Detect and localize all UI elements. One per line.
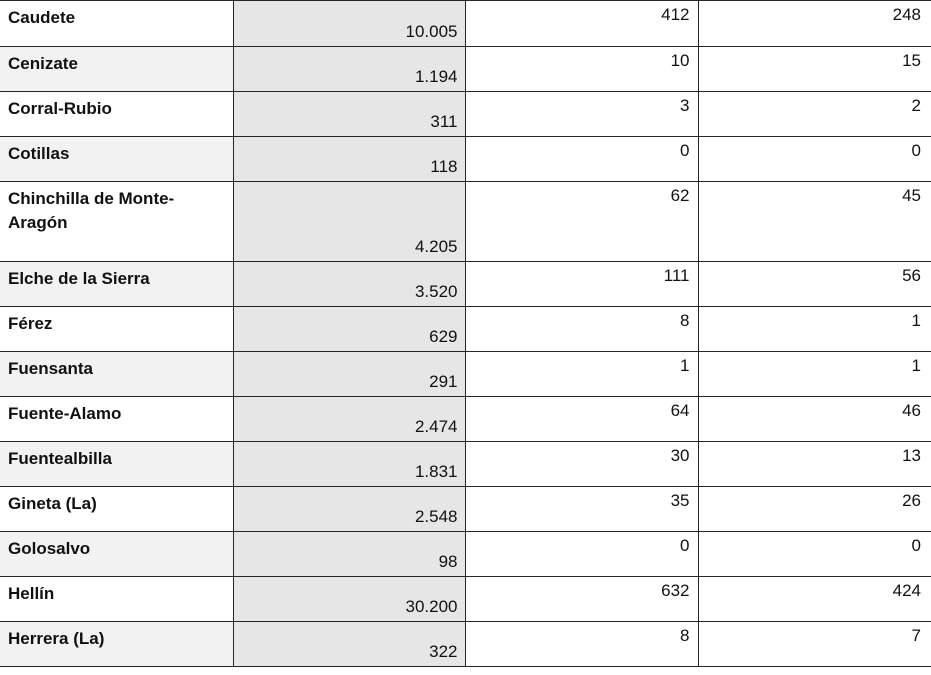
municipality-name-line2: Aragón <box>8 213 68 232</box>
population-cell: 291 <box>233 352 465 397</box>
value-cell-3: 30 <box>465 442 698 487</box>
municipality-name: Elche de la Sierra <box>0 262 233 307</box>
municipality-name: Corral-Rubio <box>0 92 233 137</box>
population-cell: 118 <box>233 137 465 182</box>
population-cell: 2.474 <box>233 397 465 442</box>
value-cell-4: 0 <box>698 532 931 577</box>
value-cell-3: 0 <box>465 137 698 182</box>
value-cell-4: 1 <box>698 307 931 352</box>
municipality-name-line1: Chinchilla de Monte- <box>8 189 175 208</box>
population-cell: 311 <box>233 92 465 137</box>
value-cell-3: 10 <box>465 47 698 92</box>
table-row <box>0 137 931 182</box>
municipality-name <box>0 182 233 262</box>
population-cell: 1.831 <box>233 442 465 487</box>
table-row <box>0 622 931 667</box>
table-row <box>0 47 931 92</box>
value-cell-4: 45 <box>698 182 931 262</box>
value-cell-4: 46 <box>698 397 931 442</box>
value-cell-4: 1 <box>698 352 931 397</box>
value-cell-3: 64 <box>465 397 698 442</box>
value-cell-3: 111 <box>465 262 698 307</box>
table-row <box>0 532 931 577</box>
municipality-name: Gineta (La) <box>0 487 233 532</box>
population-cell: 1.194 <box>233 47 465 92</box>
value-cell-3: 8 <box>465 622 698 667</box>
municipality-name: Hellín <box>0 577 233 622</box>
municipality-name: Caudete <box>0 1 233 47</box>
population-cell: 629 <box>233 307 465 352</box>
municipality-name: Fuentealbilla <box>0 442 233 487</box>
population-cell: 4.205 <box>233 182 465 262</box>
table-row <box>0 397 931 442</box>
table-row <box>0 307 931 352</box>
value-cell-4: 56 <box>698 262 931 307</box>
municipality-name: Fuente-Alamo <box>0 397 233 442</box>
population-cell: 3.520 <box>233 262 465 307</box>
municipality-name: Cenizate <box>0 47 233 92</box>
table-row <box>0 352 931 397</box>
municipality-name: Fuensanta <box>0 352 233 397</box>
value-cell-4: 13 <box>698 442 931 487</box>
value-cell-4: 248 <box>698 1 931 47</box>
population-cell: 2.548 <box>233 487 465 532</box>
table-row <box>0 577 931 622</box>
value-cell-3: 412 <box>465 1 698 47</box>
population-cell: 98 <box>233 532 465 577</box>
population-cell: 10.005 <box>233 1 465 47</box>
value-cell-4: 7 <box>698 622 931 667</box>
value-cell-4: 0 <box>698 137 931 182</box>
population-cell: 30.200 <box>233 577 465 622</box>
value-cell-3: 1 <box>465 352 698 397</box>
value-cell-3: 35 <box>465 487 698 532</box>
value-cell-3: 0 <box>465 532 698 577</box>
table-row <box>0 487 931 532</box>
value-cell-4: 2 <box>698 92 931 137</box>
table-row <box>0 1 931 47</box>
table-row <box>0 262 931 307</box>
value-cell-4: 26 <box>698 487 931 532</box>
table-row <box>0 442 931 487</box>
table-row <box>0 92 931 137</box>
population-cell: 322 <box>233 622 465 667</box>
value-cell-3: 3 <box>465 92 698 137</box>
value-cell-3: 62 <box>465 182 698 262</box>
value-cell-4: 15 <box>698 47 931 92</box>
value-cell-3: 632 <box>465 577 698 622</box>
municipality-name: Golosalvo <box>0 532 233 577</box>
value-cell-3: 8 <box>465 307 698 352</box>
municipality-name: Cotillas <box>0 137 233 182</box>
municipality-name: Férez <box>0 307 233 352</box>
value-cell-4: 424 <box>698 577 931 622</box>
municipality-name: Herrera (La) <box>0 622 233 667</box>
table-row <box>0 182 931 262</box>
